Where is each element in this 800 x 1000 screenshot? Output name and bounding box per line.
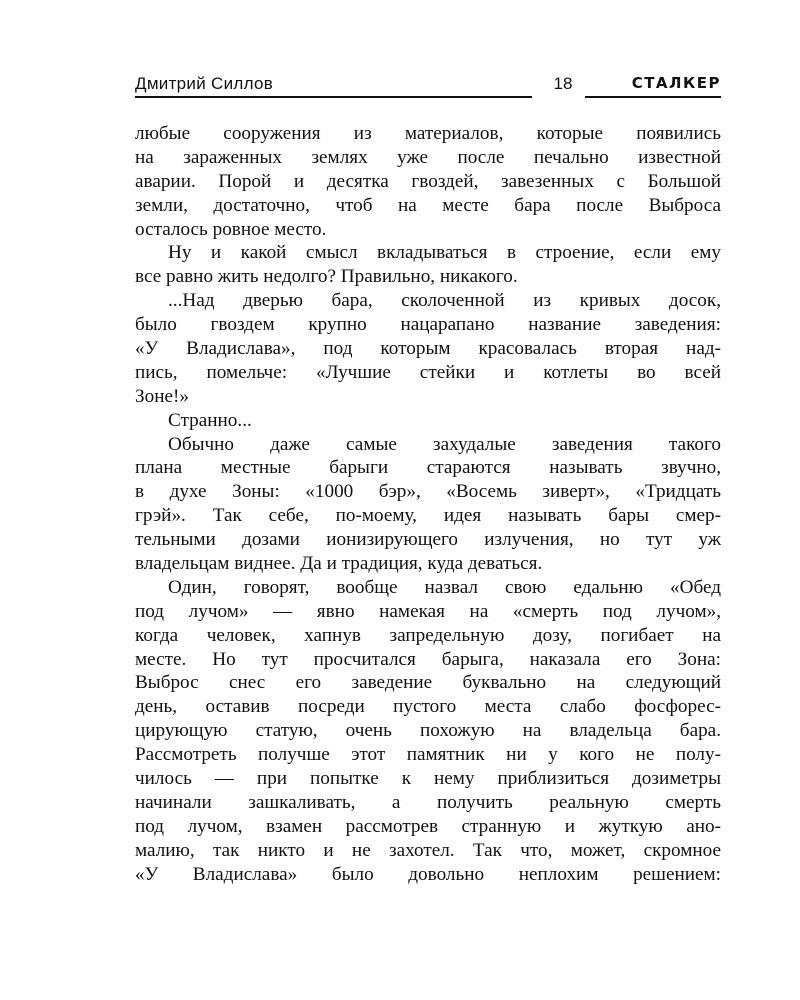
text-line: начинали зашкаливать, а получить реальную смерть	[135, 791, 721, 813]
text-line: Зоне!»	[135, 385, 189, 407]
text-line: Рассмотреть получше этот памятник ни у кого не полу-	[135, 744, 721, 766]
text-line: любые сооружения из материалов, которые появились	[135, 123, 721, 144]
text-line: грэй». Так себе, по-моему, идея называть бары смер-	[135, 505, 721, 527]
header-rule-left	[135, 96, 532, 98]
text-line: Обычно даже самые захудалые заведения такого	[168, 433, 721, 455]
running-header	[135, 74, 721, 100]
text-line: месте. Но тут просчитался барыга, наказала его Зона:	[135, 648, 721, 670]
text-line: владельцам виднее. Да и традиция, куда деваться.	[135, 553, 543, 575]
text-line: аварии. Порой и десятка гвоздей, завезенных с Большой	[135, 170, 721, 192]
text-line: когда человек, хапнув запредельную дозу, погибает на	[135, 624, 721, 646]
text-line: Выброс снес его заведение буквально на следующий	[135, 672, 721, 694]
text-line: «У Владислава» было довольно неплохим решением:	[135, 863, 721, 885]
text-line: Странно...	[168, 409, 252, 431]
text-line: осталось ровное место.	[135, 218, 327, 240]
text-line: малию, так никто и не захотел. Так что, может, скромное	[135, 839, 721, 861]
header-rule-right	[585, 96, 721, 98]
text-line: все равно жить недолго? Правильно, никакого.	[135, 266, 518, 288]
text-line: тельными дозами ионизирующего излучения, но тут уж	[135, 529, 721, 551]
text-line: было гвоздем крупно нацарапано название заведения:	[135, 314, 721, 336]
text-line: в духе Зоны: «1000 бэр», «Восемь зиверт», «Тридцать	[135, 481, 721, 503]
text-line: на зараженных землях уже после печально известной	[135, 146, 721, 168]
text-line: под лучом, взамен рассмотрев странную и жуткую ано-	[135, 815, 721, 837]
text-line: пись, помельче: «Лучшие стейки и котлеты во всей	[135, 361, 721, 383]
text-line: Ну и какой смысл вкладываться в строение, если ему	[168, 242, 721, 264]
text-line: плана местные барыги стараются называть звучно,	[135, 457, 721, 479]
text-line: чилось — при попытке к нему приблизиться дозиметры	[135, 768, 721, 790]
page-number: 18	[553, 74, 573, 93]
text-line: под лучом» — явно намекая на «смерть под лучом»,	[135, 600, 721, 622]
body-text	[135, 122, 721, 887]
text-line: Один, говорят, вообще назвал свою едальню «Обед	[168, 576, 721, 598]
text-line: «У Владислава», под которым красовалась вторая над-	[135, 338, 721, 360]
book-title: СТАЛКЕР	[631, 74, 721, 92]
author-name: Дмитрий Силлов	[135, 74, 274, 93]
text-line: ...Над дверью бара, сколоченной из кривых досок,	[168, 290, 721, 312]
text-line: земли, достаточно, чтоб на месте бара после Выброса	[135, 194, 721, 216]
text-line: день, оставив посреди пустого места слабо фосфорес-	[135, 696, 721, 718]
text-line: цирующую статую, очень похожую на владельца бара.	[135, 720, 721, 742]
